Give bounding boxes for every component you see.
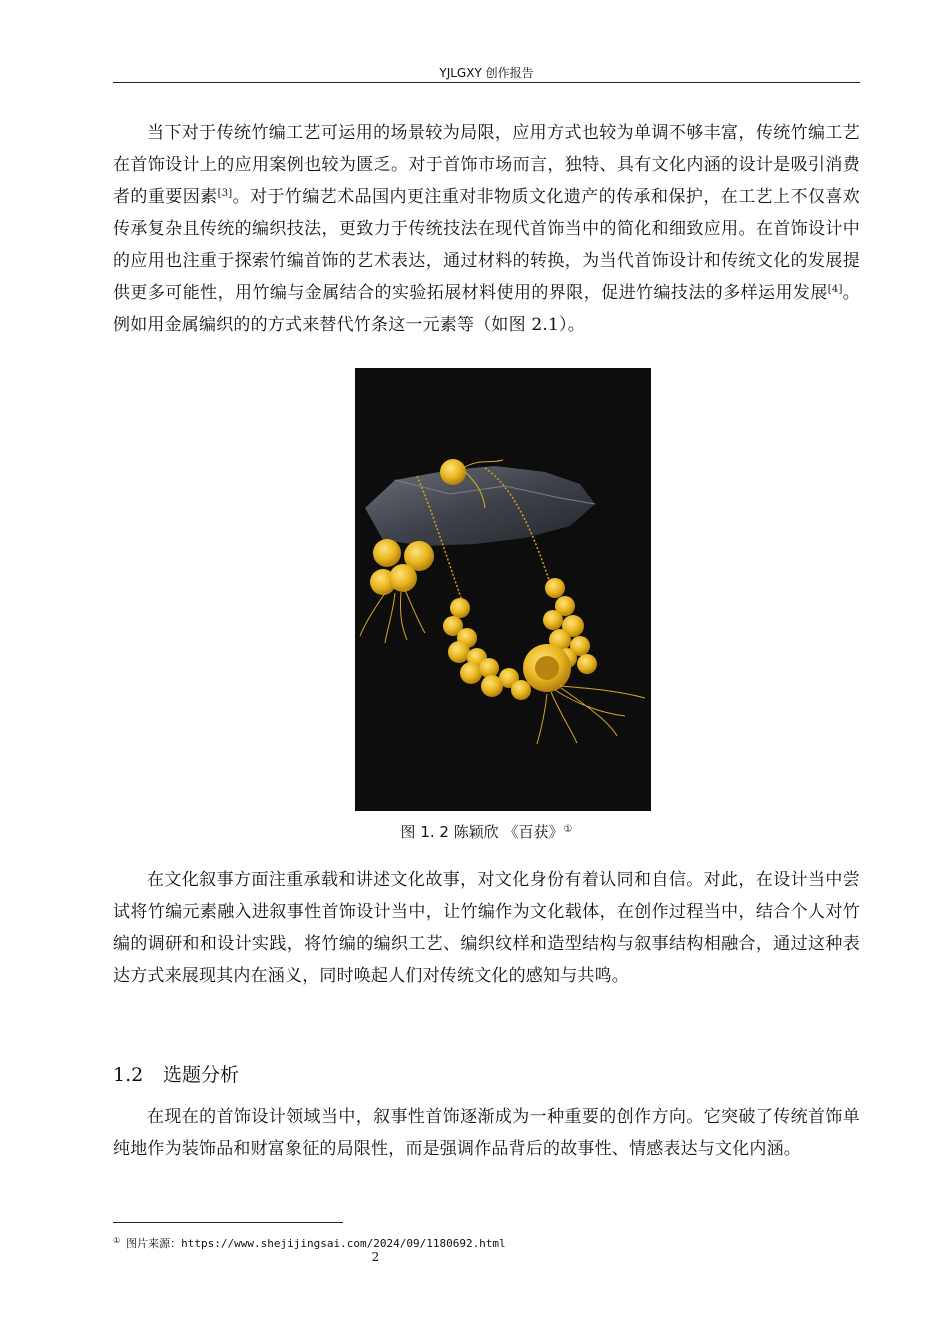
jewelry-photo (355, 368, 651, 811)
citation-ref[interactable]: [4] (827, 284, 843, 295)
section-number: 1.2 (113, 1064, 144, 1086)
body-paragraph-1 (113, 117, 860, 341)
section-title: 选题分析 (163, 1064, 240, 1086)
caption-text: 图 1. 2 陈颖欣 《百获》 (400, 823, 564, 841)
header-rule (113, 82, 860, 83)
footnote-label: 图片来源： (126, 1237, 182, 1250)
necklace-illustration (355, 368, 651, 811)
running-header: YJLGXY 创作报告 (439, 66, 534, 80)
paragraph-text: 。例如用金属编织的的方式来替代竹条这一元素等（如图 2.1）。 (113, 283, 860, 335)
paragraph-text: 。对于竹编艺术品国内更注重对非物质文化遗产的传承和保护，在工艺上不仅喜欢传承复杂且传统的编织技法，更致力于传统技法在现代首饰当中的简化和细致应用。在首饰设计中的应用也注重于探索竹编首饰的艺术表达，通过材料的转换，为当代首饰设计和传统文化的发展提供更多可能性，用竹编与金属结合的实验拓展材料使用的界限，促进竹编技法的多样运用发展 (113, 187, 860, 303)
footnote-rule (113, 1222, 343, 1223)
citation-ref[interactable]: [3] (217, 188, 233, 199)
page-number: 2 (371, 1250, 380, 1264)
footnote-mark[interactable]: ① (563, 824, 573, 835)
pendant-center (535, 656, 559, 680)
brooch-flower (440, 459, 466, 485)
footnote-url[interactable]: https://www.shejijingsai.com/2024/09/1180692.html (181, 1237, 506, 1250)
earring-flower (389, 564, 417, 592)
section-heading (113, 1060, 860, 1090)
earring-flower (373, 539, 401, 567)
paragraph-text: 当下对于传统竹编工艺可运用的场景较为局限，应用方式也较为单调不够丰富，传统竹编工艺在首饰设计上的应用案例也较为匮乏。对于首饰市场而言，独特、具有文化内涵的设计是吸引消费者的重要因素 (113, 123, 860, 207)
body-paragraph-2: 在文化叙事方面注重承载和讲述文化故事，对文化身份有着认同和自信。对此，在设计当中尝试将竹编元素融入进叙事性首饰设计当中，让竹编作为文化载体，在创作过程当中，结合个人对竹编的调研和和设计实践，将竹编的编织工艺、编织纹样和造型结构与叙事结构相融合，通过这种表达方式来展现其内在涵义，同时唤起人们对传统文化的感知与共鸣。 (113, 870, 860, 986)
footnote-mark: ① (113, 1236, 121, 1245)
body-paragraph-3: 在现在的首饰设计领域当中，叙事性首饰逐渐成为一种重要的创作方向。它突破了传统首饰单纯地作为装饰品和财富象征的局限性，而是强调作品背后的故事性、情感表达与文化内涵。 (113, 1107, 860, 1159)
figure-caption (113, 820, 860, 844)
